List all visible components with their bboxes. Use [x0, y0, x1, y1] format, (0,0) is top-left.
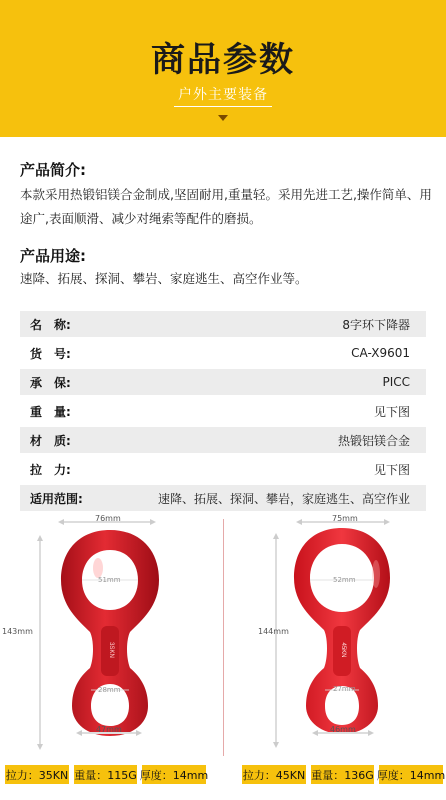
spec-label: 材 质: — [30, 433, 71, 448]
width-bottom-label: 46mm — [330, 725, 356, 734]
intro-title: 产品简介: — [20, 161, 86, 179]
spec-value: PICC — [382, 375, 410, 389]
spec-label: 重 量: — [30, 404, 71, 419]
width-top-label: 76mm — [95, 514, 121, 523]
height-arrow — [273, 533, 279, 748]
spec-row — [20, 311, 426, 337]
spec-value: CA-X9601 — [351, 346, 410, 360]
spec-value: 速降、拓展、探洞、攀岩，家庭逃生、高空作业 — [157, 491, 410, 506]
engraving-text: 3SKN — [108, 642, 114, 658]
tension-tag: 拉力：45KN — [242, 765, 306, 784]
thickness-tag: 厚度：14mm — [379, 765, 443, 784]
weight-tag: 重量：136G — [311, 765, 374, 784]
spec-row — [20, 427, 426, 453]
spec-label: 货 号: — [30, 346, 71, 361]
engraving-text: 45KN — [340, 642, 346, 658]
usage-text: 速降、拓展、探洞、攀岩、家庭逃生、高空作业等。 — [20, 271, 308, 286]
intro-text: 本款采用热锻铝镁合金制成,坚固耐用,重量轻。采用先进工艺,操作简单、用途广,表面顺滑、减少对绳索等配件的磨损。 — [20, 187, 432, 226]
down-arrow-icon — [218, 115, 228, 121]
spec-row — [20, 340, 426, 366]
figure-eight-descender-image — [292, 526, 392, 736]
spec-row — [20, 485, 426, 511]
spec-value: 见下图 — [373, 462, 410, 477]
tension-tag: 拉力：35KN — [5, 765, 69, 784]
spec-label: 拉 力: — [30, 462, 71, 477]
usage-title: 产品用途: — [20, 247, 86, 265]
spec-value: 8字环下降器 — [342, 317, 410, 332]
inner-bottom-label: 27mm — [333, 685, 356, 693]
spec-label: 适用范围: — [30, 491, 83, 506]
width-bottom-label: 47mm — [96, 725, 122, 734]
thickness-tag: 厚度：14mm — [142, 765, 206, 784]
height-label: 144mm — [258, 627, 289, 636]
header-banner — [0, 0, 446, 137]
spec-table — [20, 311, 426, 514]
spec-value: 见下图 — [373, 404, 410, 419]
product-divider — [223, 519, 224, 756]
spec-row — [20, 369, 426, 395]
spec-row — [20, 398, 426, 424]
weight-tag: 重量：115G — [74, 765, 137, 784]
width-top-label: 75mm — [332, 514, 358, 523]
page-subtitle: 户外主要装备 — [178, 87, 268, 103]
spec-label: 名 称: — [30, 317, 71, 332]
spec-label: 承 保: — [30, 375, 71, 390]
figure-eight-descender-image — [60, 528, 160, 738]
height-label: 143mm — [2, 627, 33, 636]
subtitle-underline — [174, 106, 272, 107]
inner-top-label: 51mm — [98, 576, 121, 584]
inner-bottom-label: 28mm — [98, 686, 121, 694]
page-title: 商品参数 — [151, 40, 295, 80]
spec-value: 热锻铝镁合金 — [337, 433, 410, 448]
height-arrow — [37, 535, 43, 750]
spec-row — [20, 456, 426, 482]
inner-top-label: 52mm — [333, 576, 356, 584]
